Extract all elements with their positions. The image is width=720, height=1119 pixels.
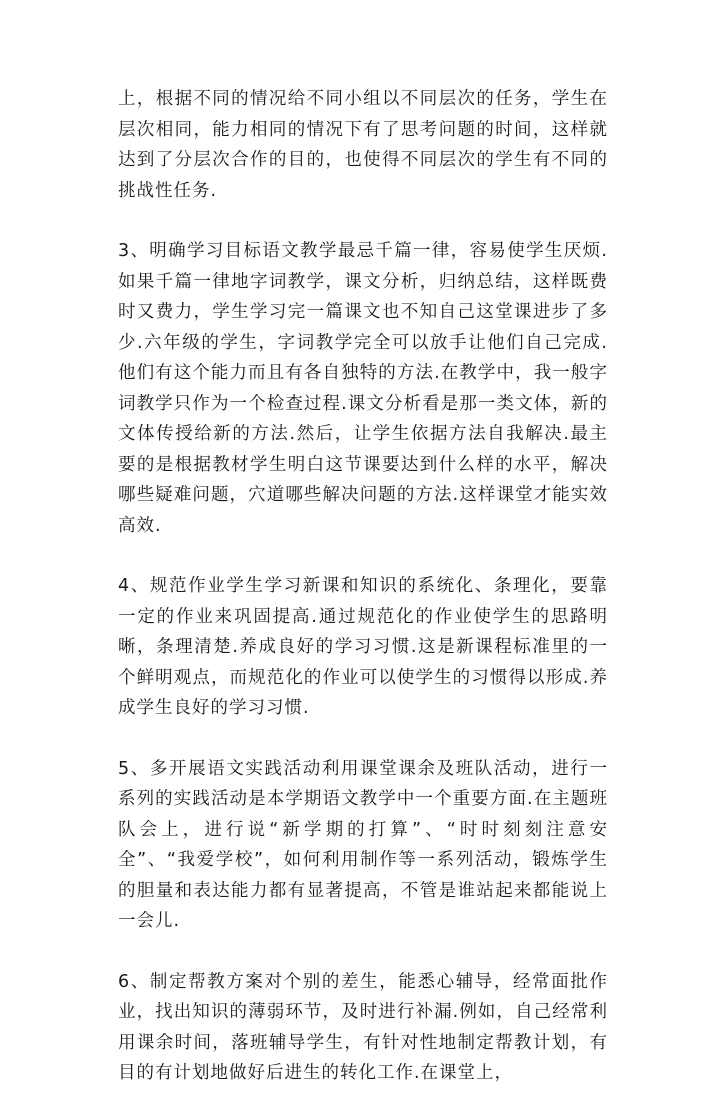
- document-body: [118, 84, 608, 1119]
- paragraph-continued: 上，根据不同的情况给不同小组以不同层次的任务，学生在层次相同，能力相同的情况下有了思考问题的时间，这样就达到了分层次合作的目的，也使得不同层次的学生有不同的挑战性任务.: [118, 89, 608, 201]
- paragraph-learning-goals: 3、明确学习目标语文教学最忌千篇一律，容易使学生厌烦.如果千篇一律地字词教学，课文分析，归纳总结，这样既费时又费力，学生学习完一篇课文也不知自己这堂课进步了多少.六年级的学生，字词教学完全可以放手让他们自己完成.他们有这个能力而且有各自独特的方法.在教学中，我一般字词教学只作为一个检查过程.课文分析看是那一类文体，新的文体传授给新的方法.然后，让学生依据方法自我解决.最主要的是根据教材学生明白这节课要达到什么样的水平，解决哪些疑难问题，穴道哪些解决问题的方法.这样课堂才能实效高效.: [118, 241, 608, 536]
- paragraph-practice-activities: 5、多开展语文实践活动利用课堂课余及班队活动，进行一系列的实践活动是本学期语文教学中一个重要方面.在主题班队会上，进行说“新学期的打算”、“时时刻刻注意安全”、“我爱学校”，如何利用制作等一系列活动，锻炼学生的胆量和表达能力都有显著提高，不管是谁站起来都能说上一会儿.: [118, 758, 608, 931]
- paragraph-tutoring-plan: 6、制定帮教方案对个别的差生，能悉心辅导，经常面批作业，找出知识的薄弱环节，及时进行补漏.例如，自己经常利用课余时间，落班辅导学生，有针对性地制定帮教计划，有目的有计划地做好后进生的转化工作.在课堂上，: [118, 971, 608, 1083]
- paragraph-homework: 4、规范作业学生学习新课和知识的系统化、条理化，要靠一定的作业来巩固提高.通过规范化的作业使学生的思路明晰，条理清楚.养成良好的学习习惯.这是新课程标准里的一个鲜明观点，而规范化的作业可以使学生的习惯得以形成.养成学生良好的学习习惯.: [118, 576, 608, 718]
